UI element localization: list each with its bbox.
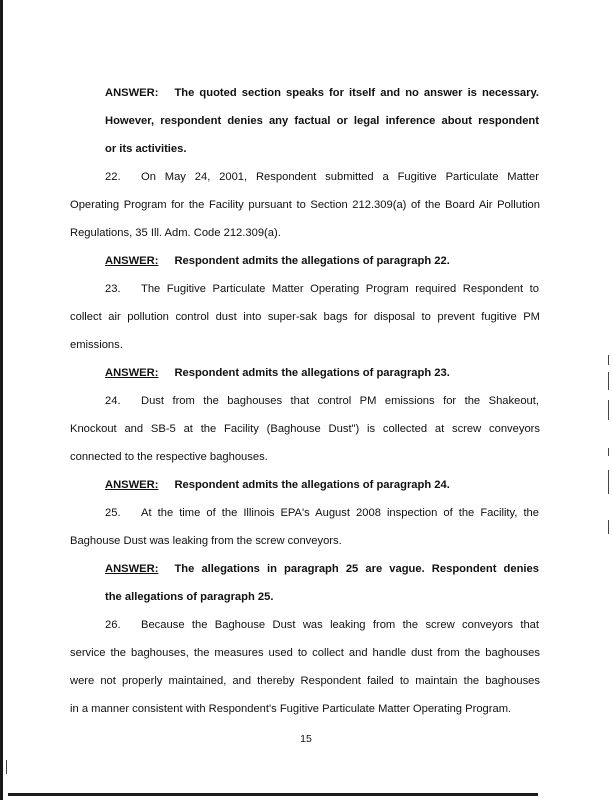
paragraph-24-line-3: connected to the respective baghouses. [70,451,268,463]
paragraph-23-text-1: The Fugitive Particulate Matter Operating Program required Respondent to [141,283,539,295]
paragraph-24-text-1: Dust from the baghouses that control PM emissions for the Shakeout, [141,395,539,407]
answer-label: ANSWER: [105,87,159,99]
answer-21-line-3: or its activities. [105,143,187,155]
paragraph-22-line-3: Regulations, 35 Ill. Adm. Code 212.309(a). [70,227,281,239]
paragraph-22-line-1 [105,170,539,184]
scan-mark [608,520,609,534]
paragraph-24-line-2: Knockout and SB-5 at the Facility (Baghouse Dust") is collected at screw conveyors [70,423,540,435]
scan-mark [608,448,609,456]
answer-21-text-1: The quoted section speaks for itself and no answer is necessary. [174,87,539,99]
scan-edge-left [0,0,3,800]
scan-mark [608,470,609,494]
answer-25-text-1: The allegations in paragraph 25 are vague. Respondent denies [174,563,539,575]
paragraph-25-number: 25. [105,507,121,519]
scan-mark [608,355,609,365]
answer-22 [105,254,575,268]
scan-edge-bottom [8,793,538,796]
paragraph-24-number: 24. [105,395,121,407]
scan-mark [608,372,609,390]
answer-21-line-1 [105,86,539,100]
paragraph-26-text-1: Because the Baghouse Dust was leaking from the screw conveyors that [141,619,539,631]
answer-label: ANSWER: [105,479,159,491]
answer-25-line-2: the allegations of paragraph 25. [105,591,274,603]
answer-21-line-2: However, respondent denies any factual or legal inference about respondent [105,115,539,127]
answer-24-text: Respondent admits the allegations of paragraph 24. [174,479,450,491]
scan-mark [6,760,7,774]
paragraph-23-line-1 [105,282,539,296]
paragraph-26-line-2: service the baghouses, the measures used to collect and handle dust from the baghouses [70,647,540,659]
paragraph-23-number: 23. [105,283,121,295]
page-number: 15 [300,733,312,745]
paragraph-25-line-1 [105,506,539,520]
answer-label: ANSWER: [105,563,159,575]
answer-label: ANSWER: [105,255,159,267]
answer-22-text: Respondent admits the allegations of paragraph 22. [174,255,450,267]
paragraph-23-line-2: collect air pollution control dust into super-sak bags for disposal to prevent fugitive PM [70,311,540,323]
answer-24 [105,478,575,492]
paragraph-26-line-4: in a manner consistent with Respondent's Fugitive Particulate Matter Operating Program. [70,703,512,715]
paragraph-26-line-3: were not properly maintained, and thereby Respondent failed to maintain the baghouses [70,675,540,687]
answer-25-line-1 [105,562,539,576]
paragraph-22-text-1: On May 24, 2001, Respondent submitted a Fugitive Particulate Matter [141,171,539,183]
paragraph-24-line-1 [105,394,539,408]
paragraph-23-line-3: emissions. [70,339,123,351]
paragraph-25-line-2: Baghouse Dust was leaking from the screw conveyors. [70,535,342,547]
paragraph-26-line-1 [105,618,539,632]
paragraph-25-text-1: At the time of the Illinois EPA's August 2008 inspection of the Facility, the [141,507,539,519]
answer-23-text: Respondent admits the allegations of paragraph 23. [174,367,450,379]
paragraph-26-number: 26. [105,619,121,631]
answer-23 [105,366,575,380]
scan-mark [608,400,609,420]
paragraph-22-line-2: Operating Program for the Facility pursuant to Section 212.309(a) of the Board Air Pollution [70,199,540,211]
paragraph-22-number: 22. [105,171,121,183]
answer-label: ANSWER: [105,367,159,379]
